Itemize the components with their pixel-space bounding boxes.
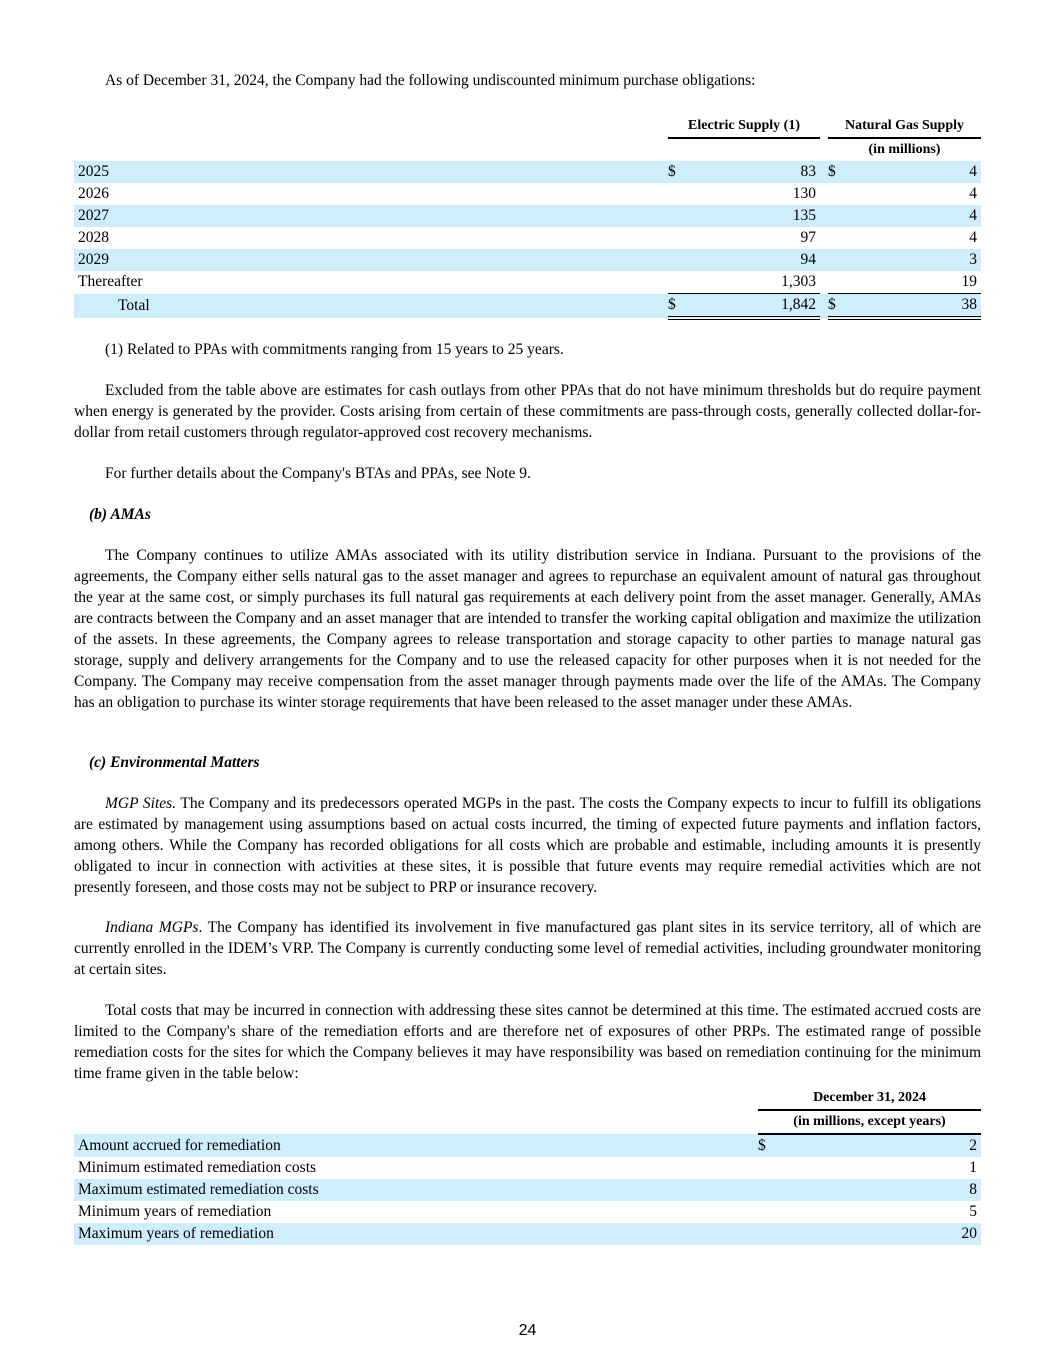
- date-header: December 31, 2024: [758, 1087, 981, 1110]
- table-row: Maximum years of remediation 20: [74, 1223, 981, 1245]
- table-row: Minimum years of remediation 5: [78, 1203, 977, 1220]
- indiana-mgps-lead: Indiana MGPs: [105, 919, 199, 936]
- table-row: Minimum estimated remediation costs 1: [78, 1159, 977, 1176]
- table-row: 2029 94 3: [74, 249, 981, 271]
- page-number: 24: [518, 1322, 537, 1339]
- footnote: (1) Related to PPAs with commitments ranging from 15 years to 25 years.: [105, 341, 564, 358]
- table-units-row: [74, 138, 981, 161]
- remediation-table: [74, 1087, 981, 1245]
- section-heading-environmental: (c) Environmental Matters: [89, 754, 260, 771]
- table-header-row: [74, 115, 981, 138]
- table-header-row: [74, 1087, 981, 1110]
- electric-supply-header: Electric Supply (1): [668, 115, 820, 138]
- table-row: 2025 $ 83 $ 4: [74, 161, 981, 183]
- indiana-mgps-paragraph: Indiana MGPs. The Company has identified its involvement in five manufactured gas plant sites in its service territory, all of which are currently enrolled in the IDEM’s VRP. The Company is currently conducting some level of remedial activities, including groundwater monitoring at certain sites.: [74, 919, 982, 978]
- units-label: (in millions, except years): [758, 1110, 981, 1134]
- table-row: Amount accrued for remediation $ 2: [74, 1134, 981, 1157]
- details-paragraph: For further details about the Company's BTAs and PPAs, see Note 9.: [105, 465, 531, 482]
- table-row: 2028 97 4: [78, 229, 977, 246]
- amas-paragraph: The Company continues to utilize AMAs associated with its utility distribution service in Indiana. Pursuant to the provisions of the agreements, the Company either sells natural gas to the asset manager and agrees to repurchase an equivalent amount of natural gas throughout the year at the same cost, or simply purchases its full natural gas requirements at each delivery point from the asset manager. Generally, AMAs are contracts between the Company and an asset manager that are intended to transfer the working capital obligation and maximize the utilization of the assets. In these agreements, the Company agrees to release transportation and storage capacity to other parties to manage natural gas storage, supply and delivery arrangements for the Company and to use the released capacity for other purposes when it is not needed for the Company. The Company may receive compensation from the asset manager through payments made over the life of the AMAs. The Company has an obligation to purchase its winter storage requirements that have been released to the asset manager under these AMAs.: [74, 547, 981, 711]
- intro-paragraph: As of December 31, 2024, the Company had the following undiscounted minimum purchase obligations:: [105, 72, 756, 89]
- total-row: Total $ 1,842 $ 38: [74, 294, 981, 319]
- section-heading-amas: (b) AMAs: [89, 506, 151, 523]
- natural-gas-supply-header: Natural Gas Supply: [828, 115, 981, 138]
- table-row: 2026 130 4: [78, 185, 977, 202]
- table-units-row: [74, 1110, 981, 1134]
- purchase-obligations-table: [74, 115, 981, 320]
- mgp-sites-paragraph: MGP Sites. The Company and its predecessors operated MGPs in the past. The costs the Company expects to incur to fulfill its obligations are estimated by management using assumptions based on actual costs incurred, the timing of expected future payments and inflation factors, among others. While the Company has recorded obligations for all costs which are probable and estimable, including amounts it is presently obligated to incur in connection with activities at these sites, it is possible that future events may require remedial activities which are not presently foreseen, and those costs may not be subject to PRP or insurance recovery.: [74, 795, 981, 896]
- excluded-paragraph: Excluded from the table above are estimates for cash outlays from other PPAs that do not have minimum thresholds but do require payment when energy is generated by the provider. Costs arising from certain of these commitments are pass-through costs, generally collected dollar-for-dollar from retail customers through regulator-approved cost recovery mechanisms.: [74, 382, 981, 441]
- table-row: Maximum estimated remediation costs 8: [74, 1179, 981, 1201]
- table-row: Thereafter 1,303 19: [78, 273, 977, 291]
- units-label: (in millions): [868, 142, 941, 157]
- mgp-sites-lead: MGP Sites.: [105, 795, 177, 812]
- table-row: 2027 135 4: [74, 205, 981, 227]
- total-costs-paragraph: Total costs that may be incurred in connection with addressing these sites cannot be determined at this time. The estimated accrued costs are limited to the Company's share of the remediation efforts and are therefore net of exposures of other PRPs. The estimated range of possible remediation costs for the sites for which the Company believes it may have responsibility was based on remediation continuing for the minimum time frame given in the table below:: [74, 1002, 981, 1082]
